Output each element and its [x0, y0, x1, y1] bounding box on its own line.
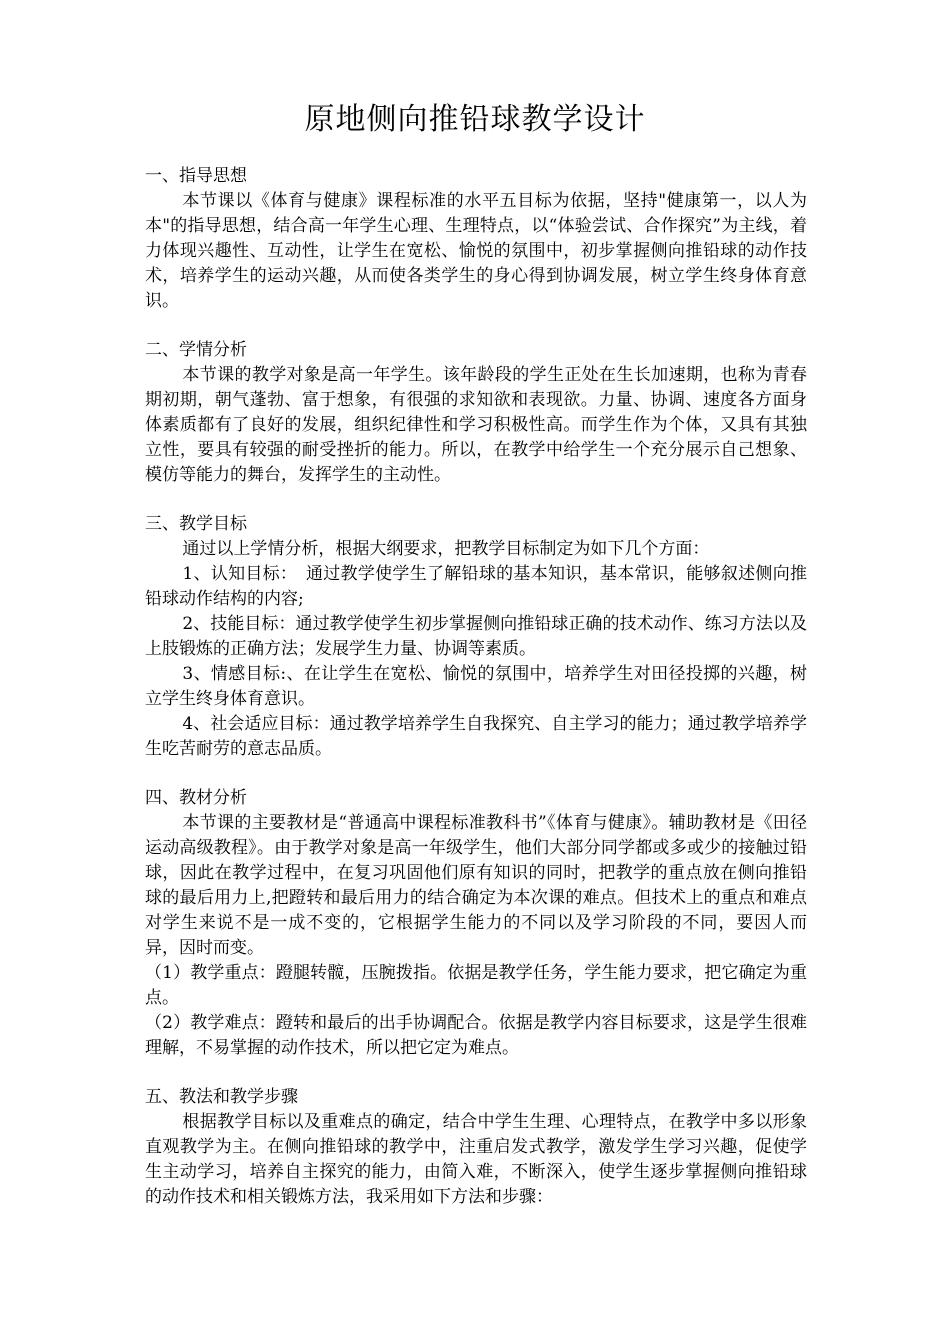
paragraph: 通过以上学情分析，根据大纲要求，把教学目标制定为如下几个方面： [182, 539, 710, 559]
teaching-difficulty: （2）教学难点：蹬转和最后的出手协调配合。依据是教学内容目标要求，这是学生很难理解，不易掌握的动作技术，所以把它定为难点。 [145, 1013, 807, 1058]
paragraph: 根据教学目标以及重难点的确定，结合中学生生理、心理特点，在教学中多以形象直观教学为主。在侧向推铅球的教学中，注重启发式教学，激发学生学习兴趣，促使学生主动学习，培养自主探究的能力，由简入难，不断深入，使学生逐步掌握侧向推铅球的动作技术和相关锻炼方法，我采用如下方法和步骤： [145, 1112, 807, 1207]
section-heading: 四、教材分析 [145, 788, 247, 808]
objective-affective: 3、情感目标:、在让学生在宽松、愉悦的氛围中，培养学生对田径投掷的兴趣，树立学生终身体育意识。 [145, 664, 807, 709]
teaching-key-point: （1）教学重点：蹬腿转髋，压腕拨指。依据是教学任务，学生能力要求，把它确定为重点。 [145, 963, 807, 1008]
document-title: 原地侧向推铅球教学设计 [304, 102, 646, 137]
section-learner-analysis [145, 338, 807, 488]
paragraph: 本节课的主要教材是“普通高中课程标准教科书”《体育与健康》。辅助教材是《田径运动高级教程》。由于教学对象是高一年级学生，他们大部分同学都或多或少的接触过铅球，因此在教学过程中，在复习巩固他们原有知识的同时，把教学的重点放在侧向推铅球的最后用力上,把蹬转和最后用力的结合确定为本次课的难点。但技术上的重点和难点对学生来说不是一成不变的，它根据学生能力的不同以及学习阶段的不同，要因人而异，因时而变。 [145, 813, 807, 958]
objective-skill: 2、技能目标：通过教学使学生初步掌握侧向推铅球正确的技术动作、练习方法以及上肢锻炼的正确方法；发展学生力量、协调等素质。 [145, 614, 807, 659]
section-heading: 三、教学目标 [145, 514, 247, 534]
section-heading: 二、学情分析 [145, 340, 247, 360]
section-teaching-objectives [145, 512, 807, 762]
section-methods-steps [145, 1085, 807, 1210]
section-guiding-ideology [145, 164, 807, 314]
objective-social: 4、社会适应目标：通过教学培养学生自我探究、自主学习的能力；通过教学培养学生吃苦耐劳的意志品质。 [145, 714, 807, 759]
section-heading: 一、指导思想 [145, 166, 247, 186]
section-heading: 五、教法和教学步骤 [145, 1087, 298, 1107]
paragraph: 本节课以《体育与健康》课程标准的水平五目标为依据，坚持"健康第一，以人为本"的指导思想，结合高一年学生心理、生理特点，以“体验尝试、合作探究”为主线，着力体现兴趣性、互动性，让学生在宽松、愉悦的氛围中，初步掌握侧向推铅球的动作技术，培养学生的运动兴趣，从而使各类学生的身心得到协调发展，树立学生终身体育意识。 [145, 191, 807, 311]
section-material-analysis [145, 786, 807, 1061]
document-body [145, 164, 807, 1210]
objective-cognitive: 1、认知目标： 通过教学使学生了解铅球的基本知识，基本常识，能够叙述侧向推铅球动作结构的内容; [145, 564, 807, 609]
paragraph: 本节课的教学对象是高一年学生。该年龄段的学生正处在生长加速期，也称为青春期初期，朝气蓬勃、富于想象，有很强的求知欲和表现欲。力量、协调、速度各方面身体素质都有了良好的发展，组织纪律性和学习积极性高。而学生作为个体，又具有其独立性，要具有较强的耐受挫折的能力。所以，在教学中给学生一个充分展示自己想象、模仿等能力的舞台，发挥学生的主动性。 [145, 365, 807, 485]
